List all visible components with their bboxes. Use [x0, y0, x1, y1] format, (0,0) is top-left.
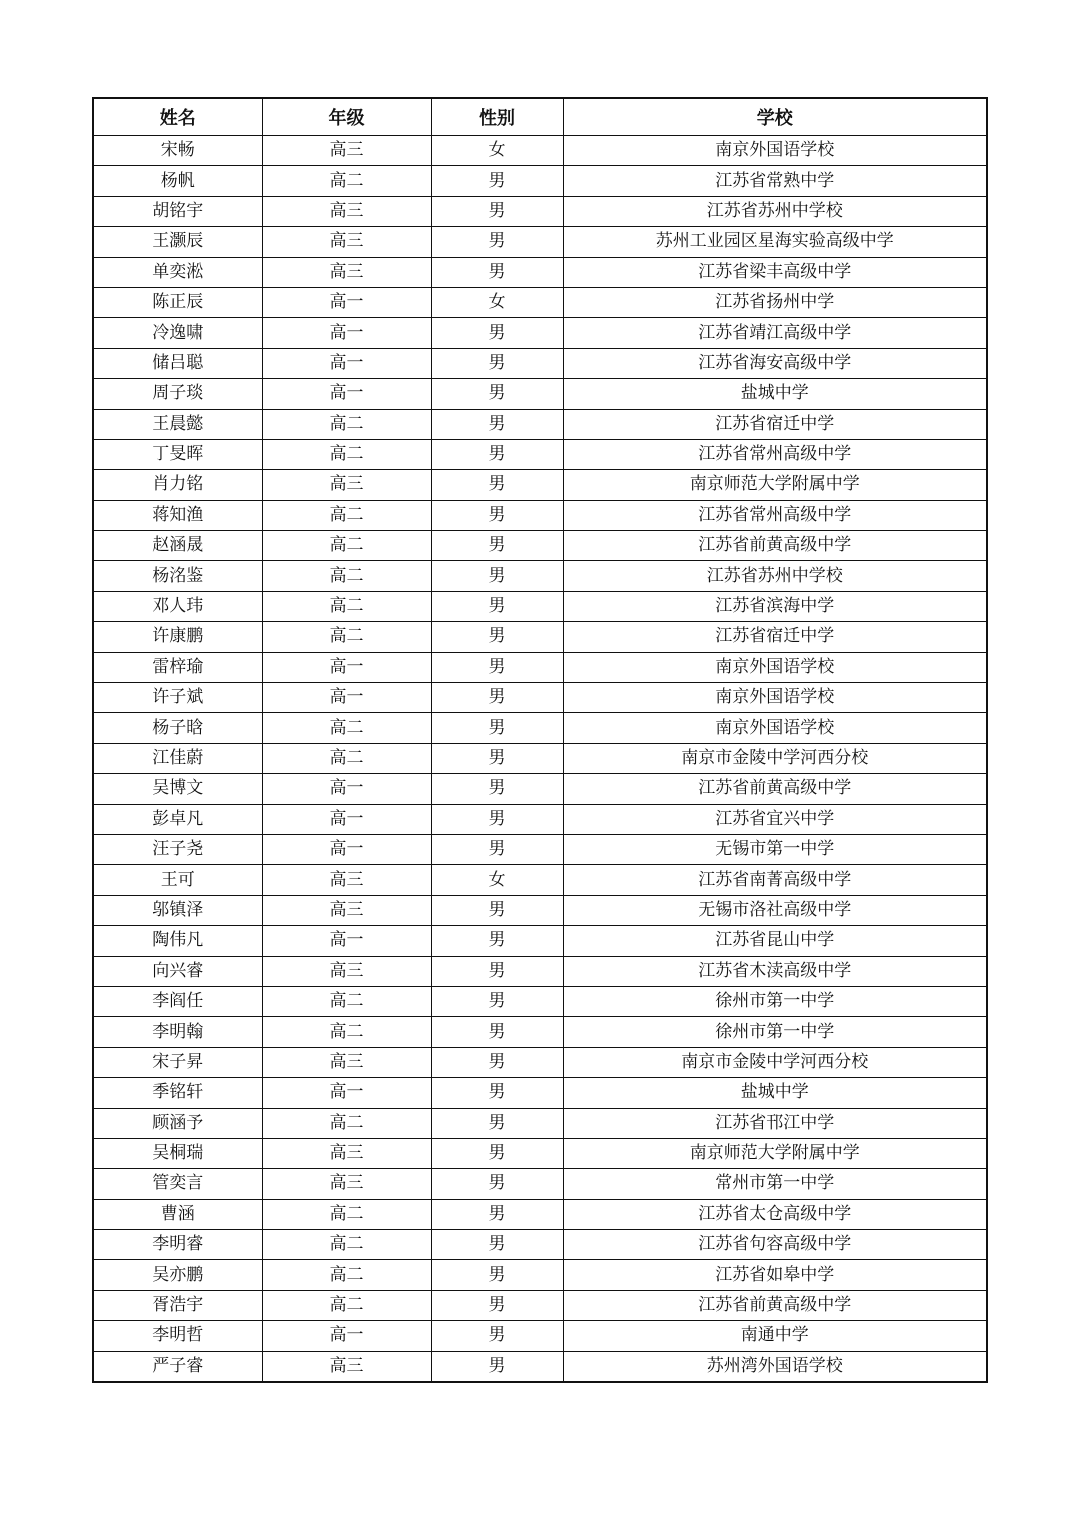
student-roster-table	[92, 97, 988, 1383]
cell-name: 江佳蔚	[93, 743, 262, 773]
cell-gender: 男	[431, 956, 563, 986]
cell-school: 苏州湾外国语学校	[563, 1351, 987, 1382]
cell-school: 无锡市洛社高级中学	[563, 895, 987, 925]
table-row	[93, 1321, 987, 1351]
cell-school: 江苏省邗江中学	[563, 1108, 987, 1138]
cell-school: 江苏省如皋中学	[563, 1260, 987, 1290]
cell-gender: 男	[431, 713, 563, 743]
cell-school: 南通中学	[563, 1321, 987, 1351]
cell-grade: 高三	[262, 196, 431, 226]
cell-name: 季铭轩	[93, 1078, 262, 1108]
table-row	[93, 622, 987, 652]
cell-grade: 高一	[262, 1078, 431, 1108]
cell-gender: 男	[431, 1260, 563, 1290]
cell-gender: 男	[431, 531, 563, 561]
cell-grade: 高一	[262, 774, 431, 804]
cell-grade: 高三	[262, 865, 431, 895]
cell-name: 宋子昇	[93, 1047, 262, 1077]
cell-school: 盐城中学	[563, 379, 987, 409]
cell-grade: 高二	[262, 1230, 431, 1260]
table-row	[93, 1290, 987, 1320]
cell-name: 李阎任	[93, 986, 262, 1016]
cell-gender: 男	[431, 804, 563, 834]
cell-name: 曹涵	[93, 1199, 262, 1229]
cell-gender: 男	[431, 470, 563, 500]
cell-school: 江苏省前黄高级中学	[563, 774, 987, 804]
cell-school: 常州市第一中学	[563, 1169, 987, 1199]
cell-gender: 男	[431, 1321, 563, 1351]
cell-grade: 高一	[262, 804, 431, 834]
cell-grade: 高二	[262, 166, 431, 196]
cell-school: 江苏省宿迁中学	[563, 409, 987, 439]
cell-grade: 高一	[262, 379, 431, 409]
cell-school: 南京市金陵中学河西分校	[563, 743, 987, 773]
cell-school: 江苏省宿迁中学	[563, 622, 987, 652]
table-row	[93, 986, 987, 1016]
cell-name: 蒋知渔	[93, 500, 262, 530]
cell-school: 江苏省南菁高级中学	[563, 865, 987, 895]
cell-school: 南京市金陵中学河西分校	[563, 1047, 987, 1077]
cell-name: 王可	[93, 865, 262, 895]
cell-name: 汪子尧	[93, 834, 262, 864]
table-row	[93, 1047, 987, 1077]
cell-gender: 男	[431, 1108, 563, 1138]
table-row	[93, 287, 987, 317]
cell-name: 冷逸啸	[93, 318, 262, 348]
cell-school: 江苏省滨海中学	[563, 591, 987, 621]
table-row	[93, 439, 987, 469]
cell-name: 王灏辰	[93, 227, 262, 257]
cell-gender: 女	[431, 287, 563, 317]
table-row	[93, 257, 987, 287]
cell-school: 江苏省靖江高级中学	[563, 318, 987, 348]
table-row	[93, 318, 987, 348]
cell-school: 南京外国语学校	[563, 136, 987, 166]
cell-name: 许子斌	[93, 683, 262, 713]
cell-grade: 高二	[262, 986, 431, 1016]
table-row	[93, 379, 987, 409]
table-row	[93, 713, 987, 743]
cell-grade: 高一	[262, 926, 431, 956]
cell-school: 江苏省宜兴中学	[563, 804, 987, 834]
cell-grade: 高三	[262, 1351, 431, 1382]
cell-gender: 男	[431, 348, 563, 378]
cell-name: 顾涵予	[93, 1108, 262, 1138]
cell-name: 胥浩宇	[93, 1290, 262, 1320]
cell-name: 周子琰	[93, 379, 262, 409]
cell-gender: 男	[431, 652, 563, 682]
table-row	[93, 1230, 987, 1260]
cell-grade: 高三	[262, 136, 431, 166]
cell-grade: 高三	[262, 1138, 431, 1168]
cell-grade: 高二	[262, 561, 431, 591]
cell-gender: 男	[431, 166, 563, 196]
table-row	[93, 1169, 987, 1199]
cell-gender: 男	[431, 895, 563, 925]
cell-grade: 高三	[262, 1169, 431, 1199]
cell-grade: 高三	[262, 895, 431, 925]
cell-school: 江苏省前黄高级中学	[563, 1290, 987, 1320]
cell-gender: 男	[431, 591, 563, 621]
cell-school: 江苏省常州高级中学	[563, 439, 987, 469]
table-row	[93, 196, 987, 226]
header-school: 学校	[563, 98, 987, 136]
table-row	[93, 1017, 987, 1047]
cell-gender: 男	[431, 439, 563, 469]
table-row	[93, 166, 987, 196]
cell-school: 南京外国语学校	[563, 713, 987, 743]
table-row	[93, 531, 987, 561]
table-row	[93, 500, 987, 530]
cell-gender: 男	[431, 318, 563, 348]
cell-gender: 男	[431, 774, 563, 804]
cell-name: 向兴睿	[93, 956, 262, 986]
cell-school: 江苏省句容高级中学	[563, 1230, 987, 1260]
cell-school: 江苏省海安高级中学	[563, 348, 987, 378]
cell-school: 江苏省扬州中学	[563, 287, 987, 317]
table-row	[93, 683, 987, 713]
cell-name: 陶伟凡	[93, 926, 262, 956]
cell-name: 管奕言	[93, 1169, 262, 1199]
cell-gender: 男	[431, 683, 563, 713]
table-row	[93, 774, 987, 804]
cell-name: 宋畅	[93, 136, 262, 166]
table-row	[93, 1351, 987, 1382]
cell-gender: 男	[431, 1078, 563, 1108]
cell-school: 江苏省常熟中学	[563, 166, 987, 196]
cell-name: 邓人玮	[93, 591, 262, 621]
cell-school: 江苏省前黄高级中学	[563, 531, 987, 561]
cell-gender: 男	[431, 834, 563, 864]
cell-gender: 男	[431, 409, 563, 439]
cell-school: 江苏省苏州中学校	[563, 196, 987, 226]
cell-grade: 高一	[262, 318, 431, 348]
cell-gender: 男	[431, 257, 563, 287]
cell-gender: 男	[431, 1138, 563, 1168]
cell-gender: 男	[431, 986, 563, 1016]
cell-name: 严子睿	[93, 1351, 262, 1382]
cell-grade: 高二	[262, 531, 431, 561]
cell-grade: 高二	[262, 1017, 431, 1047]
cell-gender: 女	[431, 865, 563, 895]
cell-name: 李明翰	[93, 1017, 262, 1047]
cell-school: 南京外国语学校	[563, 683, 987, 713]
cell-grade: 高二	[262, 713, 431, 743]
cell-gender: 男	[431, 379, 563, 409]
table-row	[93, 652, 987, 682]
cell-name: 陈正辰	[93, 287, 262, 317]
header-grade: 年级	[262, 98, 431, 136]
cell-school: 南京师范大学附属中学	[563, 470, 987, 500]
cell-school: 江苏省苏州中学校	[563, 561, 987, 591]
table-body	[93, 136, 987, 1383]
table-row	[93, 895, 987, 925]
table-row	[93, 1260, 987, 1290]
cell-gender: 男	[431, 561, 563, 591]
table-row	[93, 136, 987, 166]
cell-name: 杨子晗	[93, 713, 262, 743]
cell-grade: 高二	[262, 591, 431, 621]
cell-gender: 男	[431, 743, 563, 773]
cell-grade: 高三	[262, 257, 431, 287]
cell-gender: 男	[431, 1351, 563, 1382]
cell-gender: 男	[431, 1199, 563, 1229]
cell-grade: 高三	[262, 1047, 431, 1077]
cell-name: 单奕淞	[93, 257, 262, 287]
cell-school: 江苏省太仓高级中学	[563, 1199, 987, 1229]
cell-name: 赵涵晟	[93, 531, 262, 561]
table-row	[93, 1078, 987, 1108]
cell-name: 许康鹏	[93, 622, 262, 652]
table-row	[93, 926, 987, 956]
cell-name: 吴博文	[93, 774, 262, 804]
cell-grade: 高一	[262, 683, 431, 713]
table-header-row	[93, 98, 987, 136]
table-row	[93, 470, 987, 500]
cell-grade: 高二	[262, 743, 431, 773]
cell-school: 南京外国语学校	[563, 652, 987, 682]
cell-grade: 高二	[262, 1290, 431, 1320]
cell-gender: 男	[431, 1230, 563, 1260]
table-row	[93, 743, 987, 773]
cell-name: 胡铭宇	[93, 196, 262, 226]
cell-grade: 高一	[262, 348, 431, 378]
table-row	[93, 348, 987, 378]
table-row	[93, 561, 987, 591]
cell-grade: 高二	[262, 1199, 431, 1229]
table-row	[93, 1138, 987, 1168]
cell-school: 江苏省昆山中学	[563, 926, 987, 956]
table-row	[93, 591, 987, 621]
cell-grade: 高一	[262, 287, 431, 317]
cell-name: 储吕聪	[93, 348, 262, 378]
cell-gender: 男	[431, 926, 563, 956]
cell-school: 盐城中学	[563, 1078, 987, 1108]
cell-school: 江苏省常州高级中学	[563, 500, 987, 530]
cell-gender: 男	[431, 227, 563, 257]
cell-grade: 高二	[262, 622, 431, 652]
header-name: 姓名	[93, 98, 262, 136]
header-gender: 性别	[431, 98, 563, 136]
cell-gender: 男	[431, 1290, 563, 1320]
cell-grade: 高一	[262, 652, 431, 682]
table-row	[93, 227, 987, 257]
table-row	[93, 804, 987, 834]
cell-school: 徐州市第一中学	[563, 1017, 987, 1047]
cell-name: 邬镇泽	[93, 895, 262, 925]
cell-name: 彭卓凡	[93, 804, 262, 834]
cell-grade: 高三	[262, 956, 431, 986]
cell-name: 李明哲	[93, 1321, 262, 1351]
cell-name: 杨洺鉴	[93, 561, 262, 591]
cell-gender: 女	[431, 136, 563, 166]
cell-gender: 男	[431, 500, 563, 530]
table-row	[93, 1108, 987, 1138]
cell-school: 徐州市第一中学	[563, 986, 987, 1016]
cell-grade: 高三	[262, 470, 431, 500]
cell-gender: 男	[431, 1169, 563, 1199]
table-row	[93, 865, 987, 895]
table-row	[93, 834, 987, 864]
cell-grade: 高二	[262, 439, 431, 469]
cell-grade: 高二	[262, 1260, 431, 1290]
cell-name: 吴亦鹏	[93, 1260, 262, 1290]
cell-name: 杨帆	[93, 166, 262, 196]
cell-grade: 高一	[262, 1321, 431, 1351]
cell-name: 丁旻晖	[93, 439, 262, 469]
cell-name: 王晨懿	[93, 409, 262, 439]
cell-gender: 男	[431, 1017, 563, 1047]
cell-grade: 高一	[262, 834, 431, 864]
cell-school: 无锡市第一中学	[563, 834, 987, 864]
cell-gender: 男	[431, 622, 563, 652]
cell-school: 苏州工业园区星海实验高级中学	[563, 227, 987, 257]
cell-grade: 高二	[262, 500, 431, 530]
cell-name: 李明睿	[93, 1230, 262, 1260]
cell-grade: 高三	[262, 227, 431, 257]
cell-name: 雷梓瑜	[93, 652, 262, 682]
cell-gender: 男	[431, 196, 563, 226]
table-row	[93, 1199, 987, 1229]
cell-school: 江苏省梁丰高级中学	[563, 257, 987, 287]
cell-name: 肖力铭	[93, 470, 262, 500]
cell-grade: 高二	[262, 409, 431, 439]
cell-school: 南京师范大学附属中学	[563, 1138, 987, 1168]
cell-grade: 高二	[262, 1108, 431, 1138]
cell-school: 江苏省木渎高级中学	[563, 956, 987, 986]
cell-name: 吴桐瑞	[93, 1138, 262, 1168]
cell-gender: 男	[431, 1047, 563, 1077]
table-row	[93, 956, 987, 986]
table-row	[93, 409, 987, 439]
